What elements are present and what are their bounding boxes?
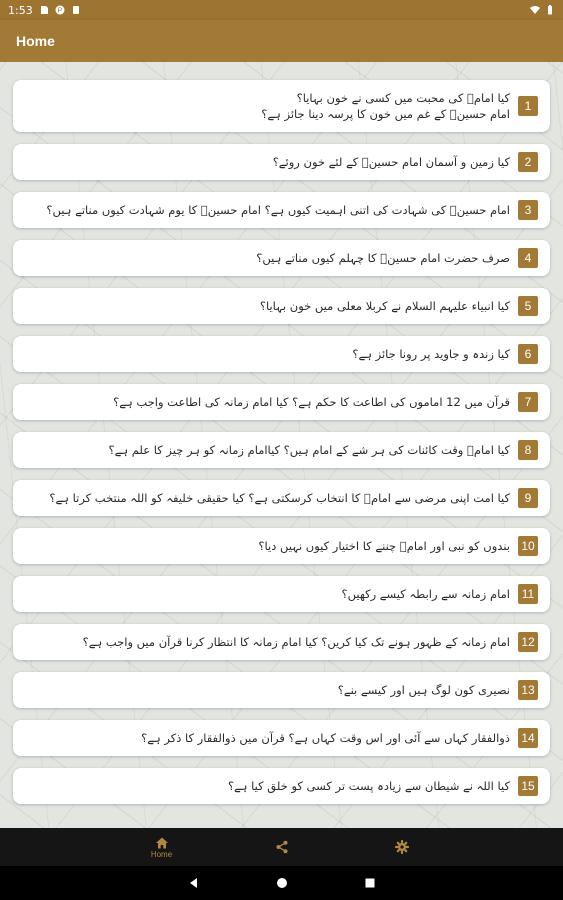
question-text: [49, 490, 518, 506]
home-circle-icon[interactable]: [276, 877, 288, 889]
share-icon: [275, 840, 289, 854]
question-line: قرآن میں 12 اماموں کی اطاعت کا حکم ہے؟ کیا امام زمانہ کی اطاعت واجب ہے؟: [113, 395, 510, 409]
question-card[interactable]: [13, 80, 550, 132]
system-navigation-bar: [0, 866, 563, 900]
bottom-navigation: [0, 828, 563, 866]
storage-icon: [71, 5, 81, 15]
question-text: [83, 634, 518, 650]
question-list-area[interactable]: [0, 62, 563, 828]
question-line: کیا انبیاء علیہم السلام نے کربلا معلی میں خون بہایا؟: [259, 299, 510, 313]
app-bar: [0, 20, 563, 62]
question-line: بندوں کو نبی اور امامؑ چننے کا اختیار کیوں نہیں دیا؟: [258, 539, 510, 553]
question-number-badge: 11: [518, 584, 538, 604]
battery-icon: [545, 5, 555, 15]
question-text: [341, 586, 518, 602]
question-card[interactable]: [13, 624, 550, 660]
question-number-badge: 1: [518, 96, 538, 116]
nav-settings[interactable]: [342, 828, 462, 866]
question-line: کیا زمین و آسمان امام حسینؑ کے لئے خون روئے؟: [272, 155, 510, 169]
question-number-badge: 8: [518, 440, 538, 460]
question-card[interactable]: [13, 144, 550, 180]
question-text: [260, 298, 518, 314]
question-text: [109, 442, 518, 458]
question-line: کیا زندہ و جاوید پر رونا جائز ہے؟: [352, 347, 510, 361]
question-number-badge: 2: [518, 152, 538, 172]
question-text: [273, 154, 518, 170]
question-text: [46, 202, 518, 218]
app-bar-title: Home: [16, 33, 55, 49]
nav-home-label: Home: [150, 849, 173, 859]
question-number-badge: 5: [518, 296, 538, 316]
question-line: صرف حضرت امام حسینؑ کا چہلم کیوں مناتے ہیں؟: [256, 251, 510, 265]
back-icon[interactable]: [188, 877, 200, 889]
question-number-badge: 4: [518, 248, 538, 268]
question-card[interactable]: [13, 768, 550, 804]
question-text: [338, 682, 518, 698]
question-card[interactable]: [13, 240, 550, 276]
question-text: [228, 778, 518, 794]
question-number-badge: 6: [518, 344, 538, 364]
nav-home[interactable]: [102, 828, 222, 866]
home-icon: [155, 836, 169, 850]
question-card[interactable]: [13, 576, 550, 612]
question-card[interactable]: [13, 288, 550, 324]
question-line: کیا امت اپنی مرضی سے امامؑ کا انتخاب کرسکتی ہے؟ کیا حقیقی خلیفہ کو اللہ منتخب کرتا ہے؟: [49, 491, 510, 505]
status-time: 1:53: [8, 3, 33, 17]
question-card[interactable]: [13, 720, 550, 756]
question-number-badge: 12: [518, 632, 538, 652]
app-notification-icon: [55, 5, 65, 15]
question-card[interactable]: [13, 432, 550, 468]
question-list: [13, 80, 550, 816]
question-line: کیا امامؑ کی محبت میں کسی نے خون بہایا؟: [296, 91, 510, 105]
svg-text:P: P: [57, 7, 63, 15]
question-number-badge: 15: [518, 776, 538, 796]
question-card[interactable]: [13, 192, 550, 228]
question-card[interactable]: [13, 672, 550, 708]
question-line: امام زمانہ کے ظہور ہونے تک کیا کریں؟ کیا امام زمانہ کا انتظار کرنا قرآن میں واجب ہے؟: [82, 635, 510, 649]
question-line: امام حسینؑ کی شہادت کی اتنی اہمیت کیوں ہے؟ امام حسینؑ کا یوم شہادت کیوں مناتے ہیں؟: [46, 203, 510, 217]
question-line: امام حسینؑ کے غم میں خون کا پرسہ دینا جائز ہے؟: [261, 107, 510, 121]
question-number-badge: 14: [518, 728, 538, 748]
question-number-badge: 10: [518, 536, 538, 556]
question-text: [113, 394, 518, 410]
question-card[interactable]: [13, 528, 550, 564]
question-number-badge: 3: [518, 200, 538, 220]
question-text: [352, 346, 518, 362]
sd-card-icon: [39, 5, 49, 15]
question-number-badge: 7: [518, 392, 538, 412]
question-text: [256, 250, 518, 266]
status-bar: [0, 0, 563, 20]
question-line: ذوالفقار کہاں سے آئی اور اس وقت کہاں ہے؟ قرآن میں ذوالفقار کا ذکر ہے؟: [141, 731, 510, 745]
question-text: [141, 730, 518, 746]
question-line: نصیری کون لوگ ہیں اور کیسے بنے؟: [337, 683, 510, 697]
question-number-badge: 13: [518, 680, 538, 700]
recents-icon[interactable]: [364, 877, 376, 889]
question-line: کیا امامؑ وقت کائنات کی ہر شے کے امام ہیں؟ کیاامام زمانہ کو ہر چیز کا علم ہے؟: [108, 443, 510, 457]
question-card[interactable]: [13, 336, 550, 372]
gear-icon: [395, 840, 409, 854]
wifi-icon: [530, 5, 540, 15]
question-line: کیا اللہ نے شیطان سے زیادہ پست تر کسی کو خلق کیا ہے؟: [227, 779, 510, 793]
question-card[interactable]: [13, 384, 550, 420]
question-number-badge: 9: [518, 488, 538, 508]
question-line: امام زمانہ سے رابطہ کیسے رکھیں؟: [341, 587, 510, 601]
nav-share[interactable]: [222, 828, 342, 866]
question-text: [261, 90, 518, 122]
question-text: [258, 538, 518, 554]
question-card[interactable]: [13, 480, 550, 516]
